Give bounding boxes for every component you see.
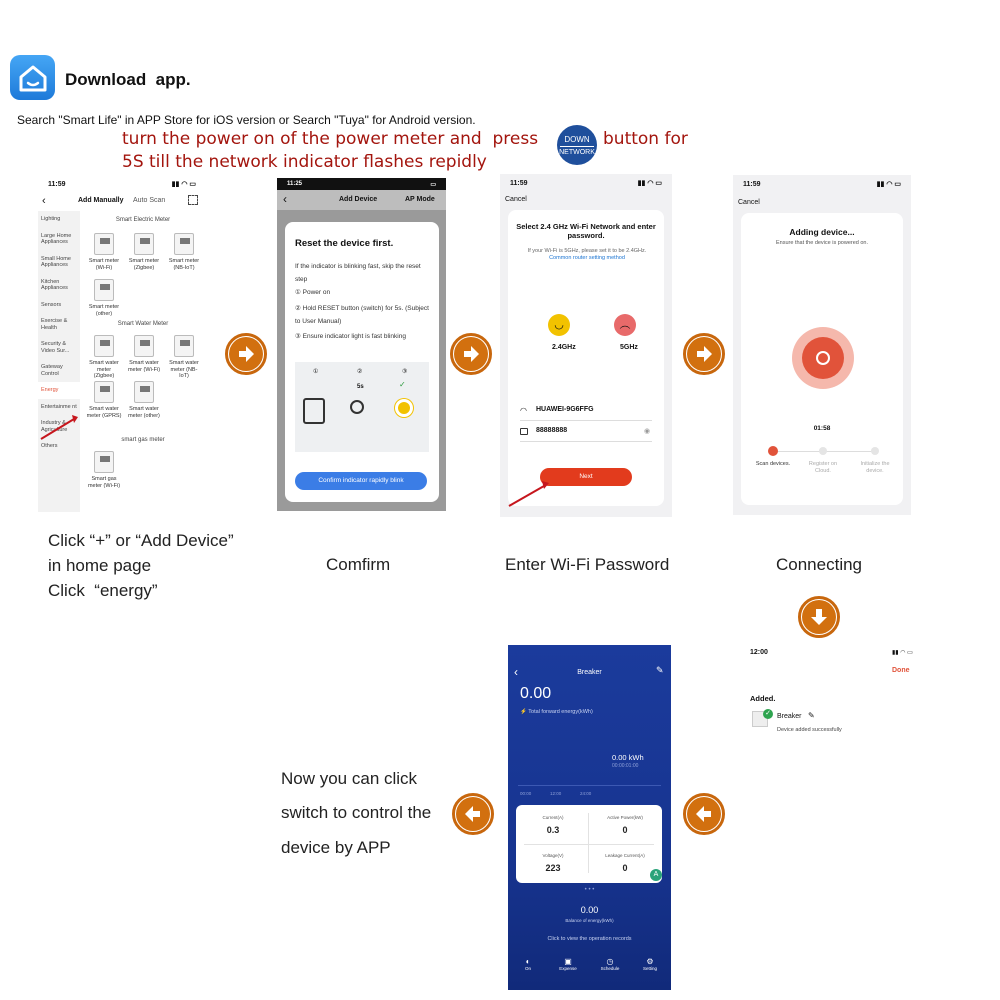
- category-item[interactable]: Energy: [38, 382, 80, 399]
- meter-icon: [174, 233, 194, 255]
- metric-label-voltage: Voltage(V): [542, 853, 564, 858]
- balance-label: Balance of energy(kWh): [565, 918, 614, 923]
- cancel-link[interactable]: Cancel: [505, 196, 527, 203]
- device-item[interactable]: [126, 381, 162, 419]
- badge-top: DOWN: [564, 134, 590, 144]
- section-gas: smart gas meter: [121, 437, 165, 443]
- progress-dot-3: [871, 447, 879, 455]
- nav-expense-label: Expense: [559, 966, 577, 971]
- ssid-field[interactable]: HUAWEI-9G6FFG: [536, 406, 594, 413]
- arrow-down-icon: [809, 607, 829, 627]
- balance-value: 0.00: [580, 905, 599, 915]
- device-name: Breaker: [777, 713, 802, 720]
- energy-label: ⚡ Total forward energy(kWh): [520, 709, 593, 715]
- red-pointer-arrow: [38, 413, 80, 443]
- bottom-nav: [508, 953, 671, 990]
- chart-time: 00:00:01:00: [612, 763, 639, 769]
- device-label: Smart meter (NB-IoT): [168, 258, 200, 271]
- screen-added: [742, 645, 942, 775]
- blinking-light-icon: [398, 402, 410, 414]
- arrow-left-icon: [694, 804, 714, 824]
- status-time: 11:59: [510, 179, 528, 187]
- category-item[interactable]: Sensors: [41, 301, 62, 308]
- nav-schedule[interactable]: [598, 957, 622, 971]
- expense-icon: ▣: [564, 957, 572, 966]
- tab-auto-scan[interactable]: Auto Scan: [133, 197, 166, 204]
- chart-value: 0.00 kWh: [612, 753, 644, 762]
- band-2-4: 2.4GHz: [552, 344, 576, 351]
- instruction-line-2: 5S till the network indicator flashes repidly: [122, 152, 487, 172]
- energy-label-text: Total forward energy(kWh): [528, 709, 593, 715]
- down-network-badge: [557, 125, 597, 165]
- category-item[interactable]: Kitchen Appliances: [41, 278, 68, 291]
- lock-icon: [520, 428, 528, 435]
- battery-icon: ▭: [430, 181, 436, 188]
- screen-title: Add Device: [339, 196, 378, 203]
- metric-label-current: Current(A): [542, 815, 564, 820]
- wifi-heading: Select 2.4 GHz Wi-Fi Network and enter password.: [516, 222, 656, 240]
- signal-icon: ▮▮ ◠ ▭: [637, 180, 662, 187]
- section-water: Smart Water Meter: [117, 321, 169, 327]
- x-tick-1: 12:00: [550, 791, 562, 796]
- wifi-note: [520, 248, 654, 262]
- arrow-right-icon: [236, 344, 256, 364]
- adding-heading: Adding device...: [789, 227, 855, 237]
- search-icon: [816, 351, 830, 365]
- signal-icon: ▮▮ ◠ ▭: [171, 181, 196, 188]
- metric-label-power: Active Power(kW): [607, 815, 643, 820]
- status-bar: [277, 178, 446, 190]
- meter-icon: [134, 335, 154, 357]
- caption-step1-line1: Click “+” or “Add Device”: [48, 531, 234, 550]
- meter-icon: [94, 233, 114, 255]
- metric-label-leakage: Leakage Current(A): [605, 853, 645, 858]
- reset-body-3: ② Hold RESET button (switch) for 5s. (Subject to User Manual): [295, 305, 429, 325]
- progress-dot-1: [768, 446, 778, 456]
- done-link[interactable]: Done: [892, 667, 910, 674]
- caption-final-line3: device by APP: [281, 838, 391, 857]
- next-button[interactable]: Next: [540, 468, 632, 486]
- nav-setting-label: Setting: [642, 966, 657, 971]
- caption-step1-line3: Click “energy”: [48, 581, 158, 600]
- status-time: 11:59: [743, 180, 761, 188]
- reset-body-2: ① Power on: [295, 289, 331, 296]
- category-item[interactable]: Security & Video Sur...: [41, 341, 70, 354]
- success-check-icon: ✓: [763, 709, 773, 719]
- reset-illustration: [295, 362, 429, 452]
- cancel-link[interactable]: Cancel: [738, 199, 760, 206]
- caption-step3: Enter Wi-Fi Password: [505, 555, 670, 574]
- nav-schedule-label: Schedule: [600, 966, 620, 971]
- category-item[interactable]: Small Home Appliances: [41, 255, 71, 268]
- arrow-right-icon: [694, 344, 714, 364]
- device-item[interactable]: [86, 233, 122, 271]
- device-item[interactable]: [126, 233, 162, 271]
- device-label: Smart meter (Zigbee): [128, 258, 160, 271]
- searching-circle: [792, 327, 854, 389]
- reset-card: [285, 222, 439, 502]
- pager-dots: • • •: [584, 887, 595, 893]
- wifi-note-text: If your Wi-Fi is 5GHz, please set it to be 2.4GHz.: [527, 248, 647, 254]
- device-item[interactable]: [86, 279, 122, 317]
- download-description: Search "Smart Life" in APP Store for iOS version or Search "Tuya" for Android version.: [17, 113, 476, 127]
- caption-final-line2: switch to control the: [281, 803, 432, 822]
- device-label: Smart water meter (NB-IoT): [169, 360, 199, 379]
- status-bar: [733, 175, 911, 193]
- device-label: Smart water meter (Zigbee): [89, 360, 119, 379]
- screen-adding-device: [733, 175, 911, 515]
- tab-add-manually[interactable]: Add Manually: [78, 197, 124, 204]
- arrow-right-2: [450, 333, 492, 375]
- device-label: Smart water meter (other): [128, 406, 160, 419]
- toggle-icon: ◐: [525, 957, 531, 966]
- adding-subtitle: Ensure that the device is powered on.: [775, 240, 869, 246]
- instruction-after-badge: button for: [603, 129, 688, 149]
- meter-icon: [94, 335, 114, 357]
- device-item[interactable]: [86, 451, 122, 489]
- nav-on-label: On: [524, 966, 531, 971]
- category-item[interactable]: Exercise & Health: [41, 318, 68, 331]
- wifi-card: [508, 210, 664, 506]
- assistant-badge[interactable]: A: [650, 869, 662, 881]
- nav-expense[interactable]: [556, 957, 580, 971]
- arrow-down: [798, 596, 840, 638]
- red-pointer-arrow: [506, 478, 552, 508]
- reset-heading: Reset the device first.: [295, 238, 394, 249]
- confirm-button[interactable]: Confirm indicator rapidly blink: [295, 472, 427, 490]
- arrow-right-icon: [461, 344, 481, 364]
- x-tick-0: 00:00: [520, 791, 532, 796]
- sad-face-icon: ︵: [614, 314, 636, 336]
- device-label: Smart water meter (GPRS): [86, 406, 122, 419]
- step-label-3: ③: [402, 369, 408, 375]
- progress-dot-2: [819, 447, 827, 455]
- category-sidebar: [38, 211, 80, 512]
- adding-card: [741, 213, 903, 505]
- device-label: Smart gas meter (Wi-Fi): [87, 476, 121, 489]
- device-item[interactable]: [86, 335, 122, 380]
- plug-icon: [303, 398, 325, 424]
- band-5: 5GHz: [620, 344, 638, 351]
- nav-setting[interactable]: [638, 957, 662, 971]
- category-item[interactable]: Industry & Agriculture: [41, 420, 68, 433]
- edit-icon[interactable]: ✎: [656, 665, 664, 675]
- download-title: Download app.: [65, 70, 191, 89]
- screen-breaker: [508, 645, 671, 990]
- status-time: 12:00: [750, 649, 768, 656]
- signal-icon: ▮▮ ◠ ▭: [876, 181, 901, 188]
- back-button[interactable]: ‹: [42, 195, 46, 207]
- reset-button-icon: [350, 400, 364, 414]
- step-register: Register on Cloud.: [808, 461, 838, 474]
- step-time: 5s: [357, 384, 364, 390]
- step-label-2: ②: [357, 369, 363, 375]
- caption-step4: Connecting: [776, 555, 863, 574]
- section-electric: Smart Electric Meter: [115, 217, 171, 223]
- ap-mode-link[interactable]: AP Mode: [405, 196, 435, 203]
- badge-bottom: NETWORK: [559, 148, 595, 156]
- instruction-line-1: turn the power on of the power meter and press: [122, 129, 539, 149]
- arrow-left-1: [683, 793, 725, 835]
- breaker-title: Breaker: [577, 669, 602, 676]
- clock-icon: ◷: [606, 957, 614, 966]
- arrow-right-1: [225, 333, 267, 375]
- x-tick-2: 24:00: [580, 791, 592, 796]
- device-status: Device added successfully: [777, 727, 842, 733]
- caption-step1-line2: in home page: [48, 556, 152, 575]
- caption-final-line1: Now you can click: [281, 769, 418, 788]
- category-item[interactable]: Others: [41, 443, 58, 449]
- device-item[interactable]: [166, 233, 202, 271]
- device-label: Smart meter (other): [88, 304, 120, 317]
- category-item[interactable]: Large Home Appliances: [41, 232, 72, 245]
- password-field[interactable]: 88888888: [536, 427, 568, 434]
- status-icons: ▮▮ ◠ ▭: [892, 650, 913, 656]
- meter-icon: [134, 233, 154, 255]
- arrow-left-2: [452, 793, 494, 835]
- device-item[interactable]: [166, 335, 202, 380]
- caption-step2: Comfirm: [326, 555, 391, 574]
- records-link[interactable]: Click to view the operation records: [547, 936, 632, 942]
- step-initialize: Initialize the device.: [860, 461, 890, 474]
- status-time: 11:25: [287, 181, 303, 187]
- happy-face-icon: ◡: [548, 314, 570, 336]
- gear-icon: ⚙: [646, 957, 654, 966]
- scan-icon[interactable]: [188, 195, 198, 205]
- metric-value-power: 0: [622, 825, 628, 835]
- added-heading: Added.: [750, 694, 776, 703]
- screen-add-manually: [38, 175, 206, 512]
- screen-reset-device: [277, 178, 446, 511]
- device-item[interactable]: [86, 381, 122, 419]
- meter-icon: [174, 335, 194, 357]
- meter-icon: [94, 279, 114, 301]
- reset-body-1: If the indicator is blinking fast, skip the reset step: [295, 263, 421, 283]
- step-label-1: ①: [313, 369, 319, 375]
- countdown-timer: 01:58: [813, 425, 831, 432]
- edit-icon[interactable]: ✎: [808, 711, 815, 720]
- back-button[interactable]: ‹: [283, 192, 287, 206]
- category-item[interactable]: Entertainme nt: [41, 403, 77, 410]
- wifi-icon: ◠: [520, 406, 527, 415]
- router-setting-link[interactable]: Common router setting method: [549, 255, 625, 261]
- status-time: 11:59: [48, 180, 66, 188]
- device-item[interactable]: [126, 335, 162, 373]
- energy-value: 0.00: [520, 685, 552, 702]
- reset-body-4: ③ Ensure indicator light is fast blinking: [295, 333, 406, 340]
- step-scan: Scan devices.: [755, 461, 791, 467]
- device-label: Smart water meter (Wi-Fi): [127, 360, 161, 373]
- eye-icon[interactable]: ◉: [644, 428, 651, 435]
- screen-wifi: [500, 174, 672, 517]
- arrow-right-3: [683, 333, 725, 375]
- metric-value-voltage: 223: [545, 863, 561, 873]
- smart-life-app-icon: [10, 55, 55, 100]
- home-icon: [17, 63, 49, 93]
- device-label: Smart meter (Wi-Fi): [88, 258, 120, 271]
- category-item[interactable]: Gateway Control: [41, 364, 63, 377]
- checkmark-icon: ✓: [399, 380, 406, 389]
- metric-value-leakage: 0: [622, 863, 628, 873]
- category-item[interactable]: Lighting: [41, 216, 61, 222]
- arrow-left-icon: [463, 804, 483, 824]
- nav-on[interactable]: [516, 957, 540, 971]
- status-bar: [38, 175, 206, 193]
- back-button[interactable]: ‹: [514, 665, 518, 679]
- meter-icon: [134, 381, 154, 403]
- meter-icon: [94, 381, 114, 403]
- metric-value-current: 0.3: [546, 825, 560, 835]
- metrics-card: [516, 805, 662, 883]
- status-bar: [500, 174, 672, 192]
- meter-icon: [94, 451, 114, 473]
